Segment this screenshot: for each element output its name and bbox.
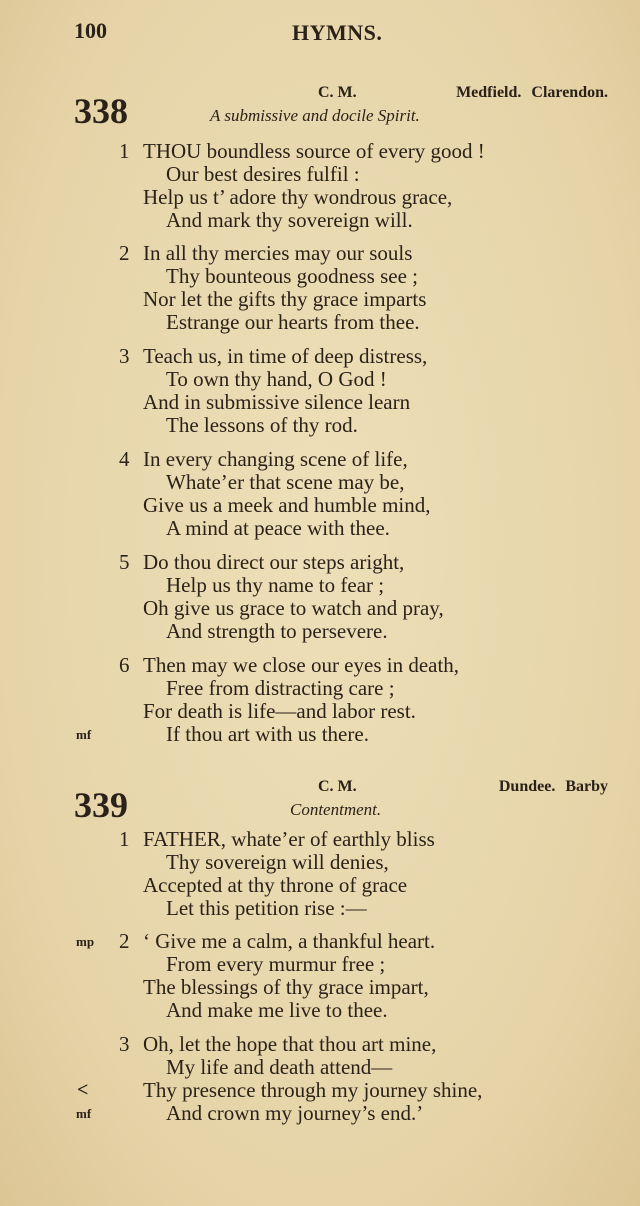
verse-line: [0, 517, 640, 540]
hymn-tunes: Dundee. Barby: [498, 778, 608, 795]
stanza-number: 1: [119, 139, 130, 163]
verse-text: To own thy hand, O God !: [166, 367, 387, 391]
verse-text: Estrange our hearts from thee.: [166, 310, 420, 334]
verse-text: For death is life—and labor rest.: [143, 699, 416, 723]
verse-line: [0, 1102, 640, 1125]
verse-line: [0, 494, 640, 517]
verse-line: [0, 345, 640, 368]
verse-text: Free from distracting care ;: [166, 676, 395, 700]
verse-text: Thy sovereign will denies,: [166, 850, 389, 874]
verse-line: [0, 1079, 640, 1102]
verse-line: [0, 700, 640, 723]
verse-line: [0, 288, 640, 311]
stanza-number: 2: [119, 929, 130, 953]
verse-text: In all thy mercies may our souls: [143, 241, 413, 265]
page-number: 100: [74, 18, 107, 43]
stanza: [0, 654, 640, 746]
stanza: [0, 1033, 640, 1125]
stanza-number: 2: [119, 241, 130, 265]
verse-line: [0, 209, 640, 232]
verse-text: The lessons of thy rod.: [166, 413, 358, 437]
verse-text: Then may we close our eyes in death,: [143, 653, 460, 677]
verse-text: If thou art with us there.: [166, 722, 369, 746]
verse-line: [0, 976, 640, 999]
verse-text: Let this petition rise :—: [166, 896, 367, 920]
verse-text: Nor let the gifts thy grace imparts: [143, 287, 427, 311]
verse-text: THOU boundless source of every good !: [143, 139, 485, 163]
stanza: [0, 242, 640, 334]
verse-text: Help us t’ adore thy wondrous grace,: [143, 185, 453, 209]
verse-line: [0, 597, 640, 620]
verse-line: [0, 620, 640, 643]
hymn-title: Contentment.: [290, 800, 382, 819]
verse-line: [0, 448, 640, 471]
stanza: [0, 345, 640, 437]
verse-text: And crown my journey’s end.’: [166, 1101, 424, 1125]
verse-line: [0, 574, 640, 597]
verse-line: [0, 311, 640, 334]
verse-text: My life and death attend—: [166, 1055, 393, 1079]
stanza-number: 6: [119, 653, 130, 677]
stanza: [0, 828, 640, 920]
verse-text: And in submissive silence learn: [143, 390, 411, 414]
verse-line: [0, 242, 640, 265]
verse-text: And strength to persevere.: [166, 619, 388, 643]
verse-line: [0, 551, 640, 574]
stanza: [0, 448, 640, 540]
hymn-title: A submissive and docile Spirit.: [210, 106, 420, 125]
verse-text: And mark thy sovereign will.: [166, 208, 413, 232]
hymn-number: 339: [74, 785, 128, 825]
verse-text: Oh, let the hope that thou art mine,: [143, 1032, 437, 1056]
verse-line: [0, 723, 640, 746]
verse-text: Do thou direct our steps aright,: [143, 550, 405, 574]
stanza-number: 3: [119, 1032, 130, 1056]
verse-text: FATHER, whate’er of earthly bliss: [143, 827, 435, 851]
hymn-meter: C. M.: [318, 778, 357, 795]
verse-text: A mind at peace with thee.: [166, 516, 390, 540]
verse-text: In every changing scene of life,: [143, 447, 408, 471]
verse-line: [0, 368, 640, 391]
stanza-number: 3: [119, 344, 130, 368]
verse-line: [0, 677, 640, 700]
verse-text: Accepted at thy throne of grace: [143, 873, 408, 897]
verse-text: The blessings of thy grace impart,: [143, 975, 429, 999]
verse-line: [0, 391, 640, 414]
verse-text: Oh give us grace to watch and pray,: [143, 596, 444, 620]
verse-line: [0, 897, 640, 920]
verse-text: Thy presence through my journey shine,: [143, 1078, 483, 1102]
dynamic-mark: <: [77, 1079, 89, 1101]
verse-line: [0, 471, 640, 494]
verse-line: [0, 186, 640, 209]
verse-text: Help us thy name to fear ;: [166, 573, 385, 597]
verse-text: Whate’er that scene may be,: [166, 470, 405, 494]
verse-text: From every murmur free ;: [166, 952, 386, 976]
running-head: HYMNS.: [292, 20, 383, 45]
dynamic-mark: mf: [76, 727, 92, 742]
verse-line: [0, 999, 640, 1022]
verse-text: ‘ Give me a calm, a thankful heart.: [143, 929, 436, 953]
verse-line: [0, 163, 640, 186]
verse-text: Give us a meek and humble mind,: [143, 493, 431, 517]
verse-text: Teach us, in time of deep distress,: [143, 344, 428, 368]
hymn-meter: C. M.: [318, 84, 357, 101]
stanza: [0, 140, 640, 232]
stanza: [0, 551, 640, 643]
verse-text: Thy bounteous goodness see ;: [166, 264, 418, 288]
verse-line: [0, 953, 640, 976]
hymn-number: 338: [74, 91, 128, 131]
verse-line: [0, 851, 640, 874]
verse-line: [0, 265, 640, 288]
stanza-number: 4: [119, 447, 130, 471]
verse-line: [0, 828, 640, 851]
verse-line: [0, 1033, 640, 1056]
stanza: [0, 930, 640, 1022]
verse-text: And make me live to thee.: [166, 998, 388, 1022]
verse-line: [0, 1056, 640, 1079]
verse-line: [0, 930, 640, 953]
verse-line: [0, 874, 640, 897]
verse-line: [0, 654, 640, 677]
dynamic-mark: mf: [76, 1106, 92, 1121]
stanza-number: 1: [119, 827, 130, 851]
dynamic-mark: mp: [76, 934, 95, 949]
stanza-number: 5: [119, 550, 130, 574]
verse-text: Our best desires fulfil :: [166, 162, 360, 186]
hymn-tunes: Medfield. Clarendon.: [456, 84, 608, 101]
verse-line: [0, 414, 640, 437]
verse-line: [0, 140, 640, 163]
